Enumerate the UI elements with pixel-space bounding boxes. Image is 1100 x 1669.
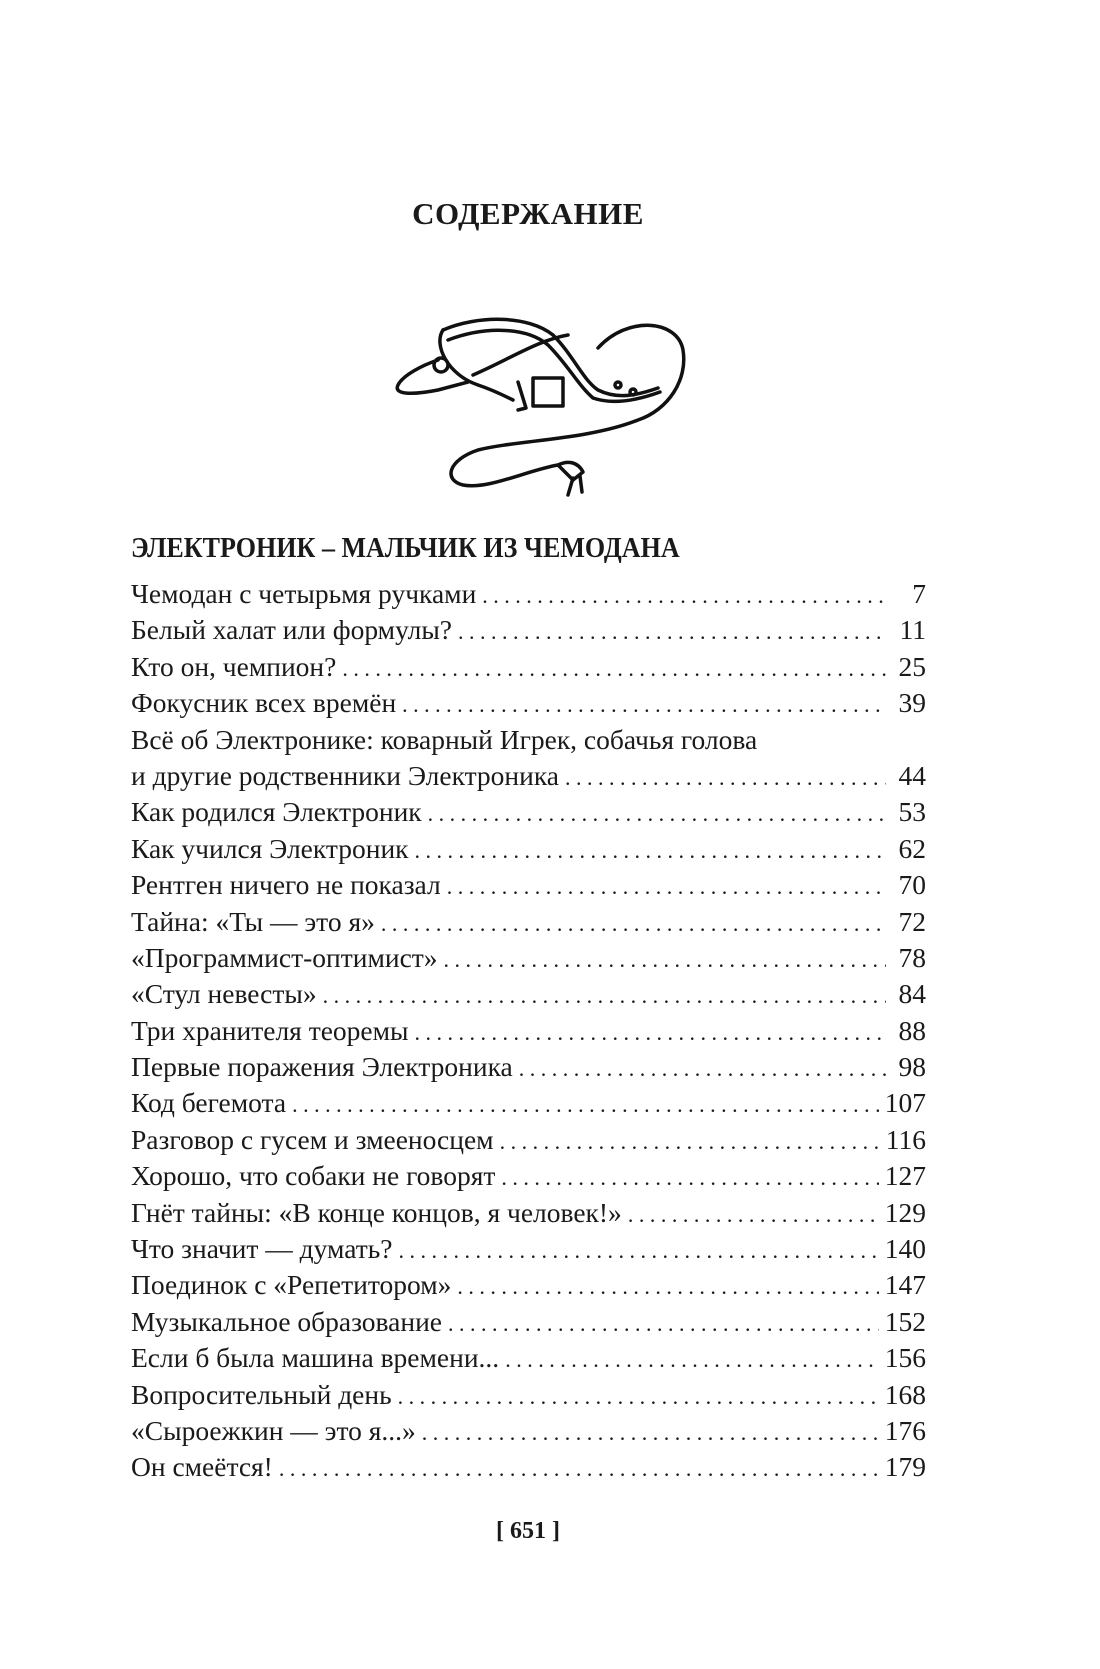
toc-entry-page: 88: [898, 1014, 926, 1046]
toc-leader-dots: [444, 942, 886, 978]
toc-entry-title: Код бегемота: [131, 1087, 287, 1119]
toc-entry-page: 107: [884, 1087, 926, 1119]
toc-entry-title: Разговор с гусем и змееносцем: [131, 1123, 494, 1155]
toc-entry[interactable]: [131, 1158, 926, 1194]
toc-entry-title: Белый халат или формулы?: [131, 614, 453, 646]
toc-entry-page: 25: [898, 650, 926, 682]
toc-entry-page: 176: [884, 1414, 926, 1446]
toc-entry[interactable]: [131, 976, 926, 1012]
contents-title: СОДЕРЖАНИЕ: [412, 196, 644, 231]
toc-leader-dots: [402, 687, 886, 723]
toc-entry-title: и другие родственники Электроника: [131, 759, 560, 791]
toc-leader-dots: [422, 1415, 879, 1451]
toc-entry-title: Музыкальное образование: [131, 1305, 443, 1337]
toc-leader-dots: [292, 1087, 879, 1123]
toc-entry-title: Вопросительный день: [131, 1378, 392, 1410]
toc-entry[interactable]: [131, 904, 926, 940]
toc-list: [131, 576, 926, 1486]
toc-entry-title: Три хранителя теоремы: [131, 1014, 409, 1046]
toc-leader-dots: [519, 1051, 886, 1087]
toc-entry-page: 11: [899, 614, 926, 646]
toc-entry[interactable]: [131, 831, 926, 867]
toc-leader-dots: [398, 1379, 879, 1415]
toc-entry[interactable]: [131, 722, 926, 758]
toc-leader-dots: [399, 1233, 879, 1269]
toc-entry-title: Первые поражения Электроника: [131, 1051, 513, 1083]
toc-leader-dots: [415, 1015, 886, 1051]
toc-entry[interactable]: [131, 1231, 926, 1267]
toc-entry-title: Он смеётся!: [131, 1451, 273, 1483]
toc-entry[interactable]: [131, 1122, 926, 1158]
toc-leader-dots: [381, 906, 886, 942]
toc-entry[interactable]: [131, 1377, 926, 1413]
toc-entry-title: Поединок с «Репетитором»: [131, 1269, 452, 1301]
toc-entry-page: 147: [884, 1269, 926, 1301]
toc-entry-page: 116: [885, 1123, 926, 1155]
toc-entry-title: «Программист-оптимист»: [131, 941, 438, 973]
toc-entry[interactable]: [131, 685, 926, 721]
section-heading: ЭЛЕКТРОНИК – МАЛЬЧИК ИЗ ЧЕМОДАНА: [131, 533, 680, 564]
toc-entry[interactable]: [131, 1085, 926, 1121]
toc-entry-page: 7: [912, 578, 926, 609]
toc-entry[interactable]: [131, 1340, 926, 1376]
toc-entry[interactable]: [131, 1013, 926, 1049]
toc-entry-page: 129: [884, 1196, 926, 1228]
toc-entry-title: Всё об Электронике: коварный Игрек, собачья голова: [131, 723, 758, 755]
toc-entry-title: Чемодан с четырьмя ручками: [131, 578, 477, 609]
toc-leader-dots: [323, 978, 886, 1014]
toc-entry-page: 72: [898, 905, 926, 937]
toc-entry-page: 70: [898, 869, 926, 901]
toc-entry-title: Фокусник всех времён: [131, 687, 397, 719]
toc-entry-page: 53: [898, 796, 926, 828]
toc-leader-dots: [457, 1269, 878, 1305]
toc-entry-title: Кто он, чемпион?: [131, 650, 337, 682]
toc-entry[interactable]: [131, 758, 926, 794]
toc-entry-page: 84: [898, 978, 926, 1010]
toc-entry-page: 140: [884, 1233, 926, 1265]
toc-leader-dots: [500, 1124, 880, 1160]
toc-entry-page: 179: [884, 1451, 926, 1483]
toc-entry-page: 127: [884, 1160, 926, 1192]
toc-entry-page: 44: [898, 759, 926, 791]
toc-leader-dots: [342, 651, 886, 687]
toc-entry[interactable]: [131, 1449, 926, 1485]
toc-leader-dots: [415, 833, 886, 869]
toc-entry-page: 78: [898, 941, 926, 973]
toc-entry-page: 152: [884, 1305, 926, 1337]
toc-entry[interactable]: [131, 576, 926, 612]
toc-entry-title: Если б была машина времени...: [131, 1342, 500, 1374]
toc-leader-dots: [447, 869, 886, 905]
toc-entry[interactable]: [131, 940, 926, 976]
toc-entry-title: Как родился Электроник: [131, 796, 422, 828]
toc-entry-title: Рентген ничего не показал: [131, 869, 441, 901]
toc-entry[interactable]: [131, 867, 926, 903]
toc-entry[interactable]: [131, 649, 926, 685]
toc-entry[interactable]: [131, 1304, 926, 1340]
toc-entry-page: 168: [884, 1378, 926, 1410]
toc-entry-page: 156: [884, 1342, 926, 1374]
toc-entry-title: Тайна: «Ты — это я»: [131, 905, 375, 937]
toc-leader-dots: [505, 1342, 879, 1378]
toc-entry-title: Хорошо, что собаки не говорят: [131, 1160, 496, 1192]
toc-entry[interactable]: [131, 1413, 926, 1449]
toc-entry[interactable]: [131, 1267, 926, 1303]
toc-entry-page: 39: [898, 687, 926, 719]
toc-leader-dots: [428, 796, 886, 832]
toc-entry[interactable]: [131, 794, 926, 830]
cord-illustration-icon: [368, 300, 718, 500]
page-number: [ 651 ]: [496, 1518, 560, 1544]
toc-entry-page: 62: [898, 832, 926, 864]
toc-entry-title: Что значит — думать?: [131, 1233, 393, 1265]
toc-leader-dots: [448, 1306, 879, 1342]
toc-leader-dots: [279, 1451, 879, 1487]
toc-entry-title: Гнёт тайны: «В конце концов, я человек!»: [131, 1196, 622, 1228]
toc-leader-dots: [565, 760, 886, 796]
toc-leader-dots: [458, 614, 886, 650]
toc-entry-title: «Сыроежкин — это я...»: [131, 1414, 416, 1446]
toc-entry-title: «Стул невесты»: [131, 978, 317, 1010]
toc-leader-dots: [501, 1160, 878, 1196]
toc-entry-title: Как учился Электроник: [131, 832, 409, 864]
toc-leader-dots: [628, 1197, 879, 1233]
toc-leader-dots: [482, 578, 886, 614]
toc-entry[interactable]: [131, 612, 926, 648]
toc-entry[interactable]: [131, 1049, 926, 1085]
toc-entry-page: 98: [898, 1051, 926, 1083]
toc-entry[interactable]: [131, 1195, 926, 1231]
